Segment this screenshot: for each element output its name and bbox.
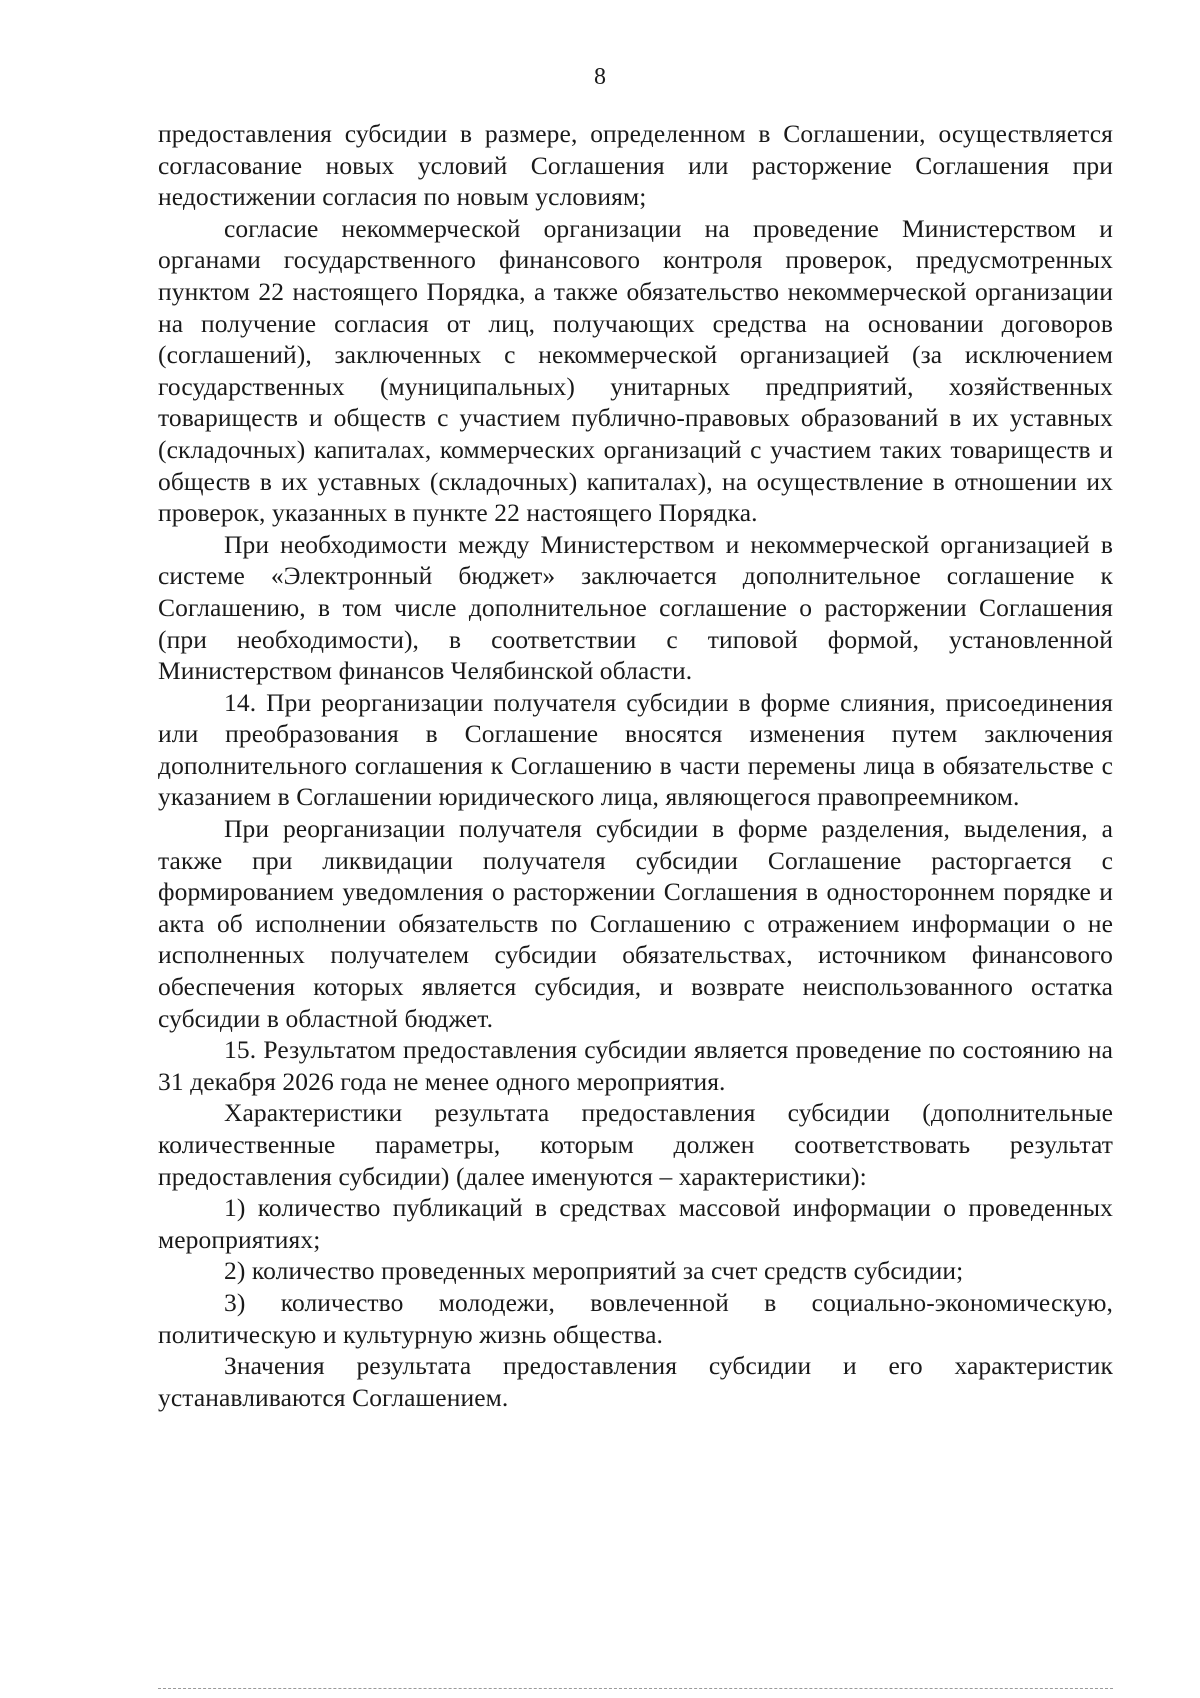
page-number: 8 bbox=[594, 64, 606, 90]
paragraph-15: 15. Результатом предоставления субсидии является проведение по состоянию на 31 декабря 2026 года не менее одного мероприятия. bbox=[158, 1035, 1113, 1096]
paragraph-continuation: предоставления субсидии в размере, определенном в Соглашении, осуществляется согласование новых условий Соглашения или расторжение Соглашения при недостижении согласия по новым условиям; bbox=[158, 119, 1113, 212]
paragraph-consent: согласие некоммерческой организации на проведение Министерством и органами государственного финансового контроля проверок, предусмотренных пунктом 22 настоящего Порядка, а также обязательство некоммерческой организации на получение согласия от лиц, получающих средства на основании договоров (соглашений), заключенных с некоммерческой организацией (за исключением государственных (муниципальных) унитарных предприятий, хозяйственных товариществ и обществ с участием публично-правовых образований в их уставных (складочных) капиталах, коммерческих организаций с участием таких товариществ и обществ в их уставных (складочных) капиталах), на осуществление в отношении их проверок, указанных в пункте 22 настоящего Порядка. bbox=[158, 213, 1113, 528]
paragraph-additional-agreement: При необходимости между Министерством и некоммерческой организацией в системе «Электронный бюджет» заключается дополнительное соглашение к Соглашению, в том числе дополнительное соглашение о расторжении Соглашения (при необходимости), в соответствии с типовой формой, установленной Министерством финансов Челябинской области. bbox=[158, 529, 1113, 686]
list-item-2: 2) количество проведенных мероприятий за счет средств субсидии; bbox=[224, 1256, 964, 1286]
list-item-1: 1) количество публикаций в средствах массовой информации о проведенных мероприятиях; bbox=[158, 1193, 1113, 1254]
paragraph-values: Значения результата предоставления субсидии и его характеристик устанавливаются Соглашением. bbox=[158, 1351, 1113, 1412]
document-body bbox=[158, 118, 1113, 1413]
paragraph-reorganization: При реорганизации получателя субсидии в форме разделения, выделения, а также при ликвидации получателя субсидии Соглашение расторгается с формированием уведомления о расторжении Соглашения в одностороннем порядке и акта об исполнении обязательств по Соглашению с отражением информации о не исполненных получателем субсидии обязательствах, источником финансового обеспечения которых является субсидия, и возврате неиспользованного остатка субсидии в областной бюджет. bbox=[158, 814, 1113, 1033]
paragraph-characteristics: Характеристики результата предоставления субсидии (дополнительные количественные параметры, которым должен соответствовать результат предоставления субсидии) (далее именуются – характеристики): bbox=[158, 1098, 1113, 1191]
paragraph-14: 14. При реорганизации получателя субсидии в форме слияния, присоединения или преобразования в Соглашение вносятся изменения путем заключения дополнительного соглашения к Соглашению в части перемены лица в обязательстве с указанием в Соглашении юридического лица, являющегося правопреемником. bbox=[158, 687, 1113, 812]
scan-edge-line bbox=[158, 1688, 1113, 1689]
list-item-3: 3) количество молодежи, вовлеченной в социально-экономическую, политическую и культурную жизнь общества. bbox=[158, 1287, 1113, 1349]
